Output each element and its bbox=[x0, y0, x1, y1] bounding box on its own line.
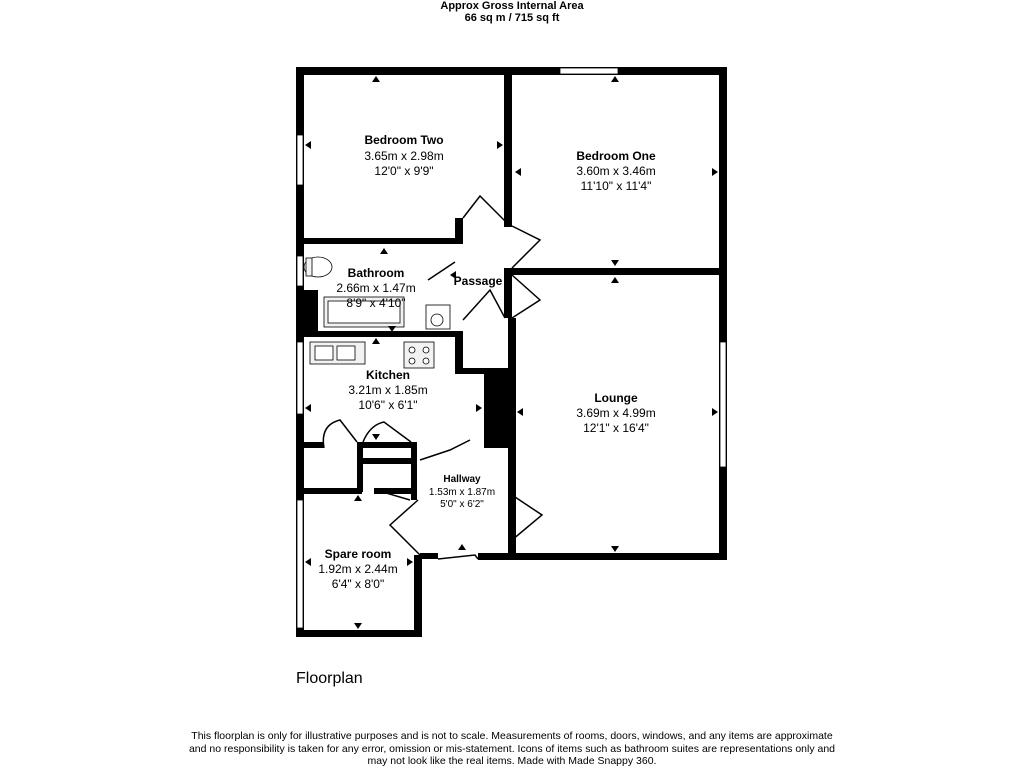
room-metric-lounge: 3.69m x 4.99m bbox=[576, 406, 656, 420]
room-metric-kitchen: 3.21m x 1.85m bbox=[348, 383, 428, 397]
room-imperial-bedroom-one: 11'10" x 11'4" bbox=[580, 179, 652, 193]
floor-label: Floorplan bbox=[296, 670, 363, 687]
room-imperial-kitchen: 10'6" x 6'1" bbox=[358, 398, 418, 412]
room-name-kitchen: Kitchen bbox=[365, 368, 411, 382]
room-name-spare-room: Spare room bbox=[324, 547, 392, 561]
hob bbox=[404, 342, 434, 368]
room-name-passage: Passage bbox=[453, 274, 503, 288]
room-name-hallway: Hallway bbox=[443, 474, 481, 485]
disclaimer bbox=[160, 730, 864, 768]
room-metric-bedroom-one: 3.60m x 3.46m bbox=[576, 164, 656, 178]
room-imperial-bedroom-two: 12'0" x 9'9" bbox=[374, 164, 434, 178]
room-name-bathroom: Bathroom bbox=[347, 266, 405, 280]
room-name-bedroom-one: Bedroom One bbox=[576, 149, 656, 163]
disclaimer-line-2: and no responsibility is taken for any error, omission or mis-statement. Icons of items such as bathroom suites are representations only and bbox=[188, 742, 836, 755]
room-metric-spare-room: 1.92m x 2.44m bbox=[318, 562, 398, 576]
room-imperial-bathroom: 8'9" x 4'10" bbox=[346, 296, 406, 310]
area-title: Approx Gross Internal Area bbox=[440, 0, 584, 12]
room-name-lounge: Lounge bbox=[594, 391, 638, 405]
room-metric-hallway: 1.53m x 1.87m bbox=[428, 487, 496, 498]
disclaimer-line-1: This floorplan is only for illustrative purposes and is not to scale. Measurements of rooms, doors, windows, and any items are approximate bbox=[191, 730, 833, 742]
kitchen-fixtures bbox=[310, 342, 434, 368]
room-imperial-spare-room: 6'4" x 8'0" bbox=[331, 577, 385, 591]
area-value: 66 sq m / 715 sq ft bbox=[464, 12, 560, 24]
room-imperial-lounge: 12'1" x 16'4" bbox=[583, 421, 649, 435]
room-name-bedroom-two: Bedroom Two bbox=[364, 133, 444, 147]
room-imperial-hallway: 5'0" x 6'2" bbox=[440, 499, 484, 510]
disclaimer-line-3: may not look like the real items. Made with Made Snappy 360. bbox=[367, 755, 657, 767]
room-metric-bathroom: 2.66m x 1.47m bbox=[336, 281, 416, 295]
room-metric-bedroom-two: 3.65m x 2.98m bbox=[364, 149, 444, 163]
